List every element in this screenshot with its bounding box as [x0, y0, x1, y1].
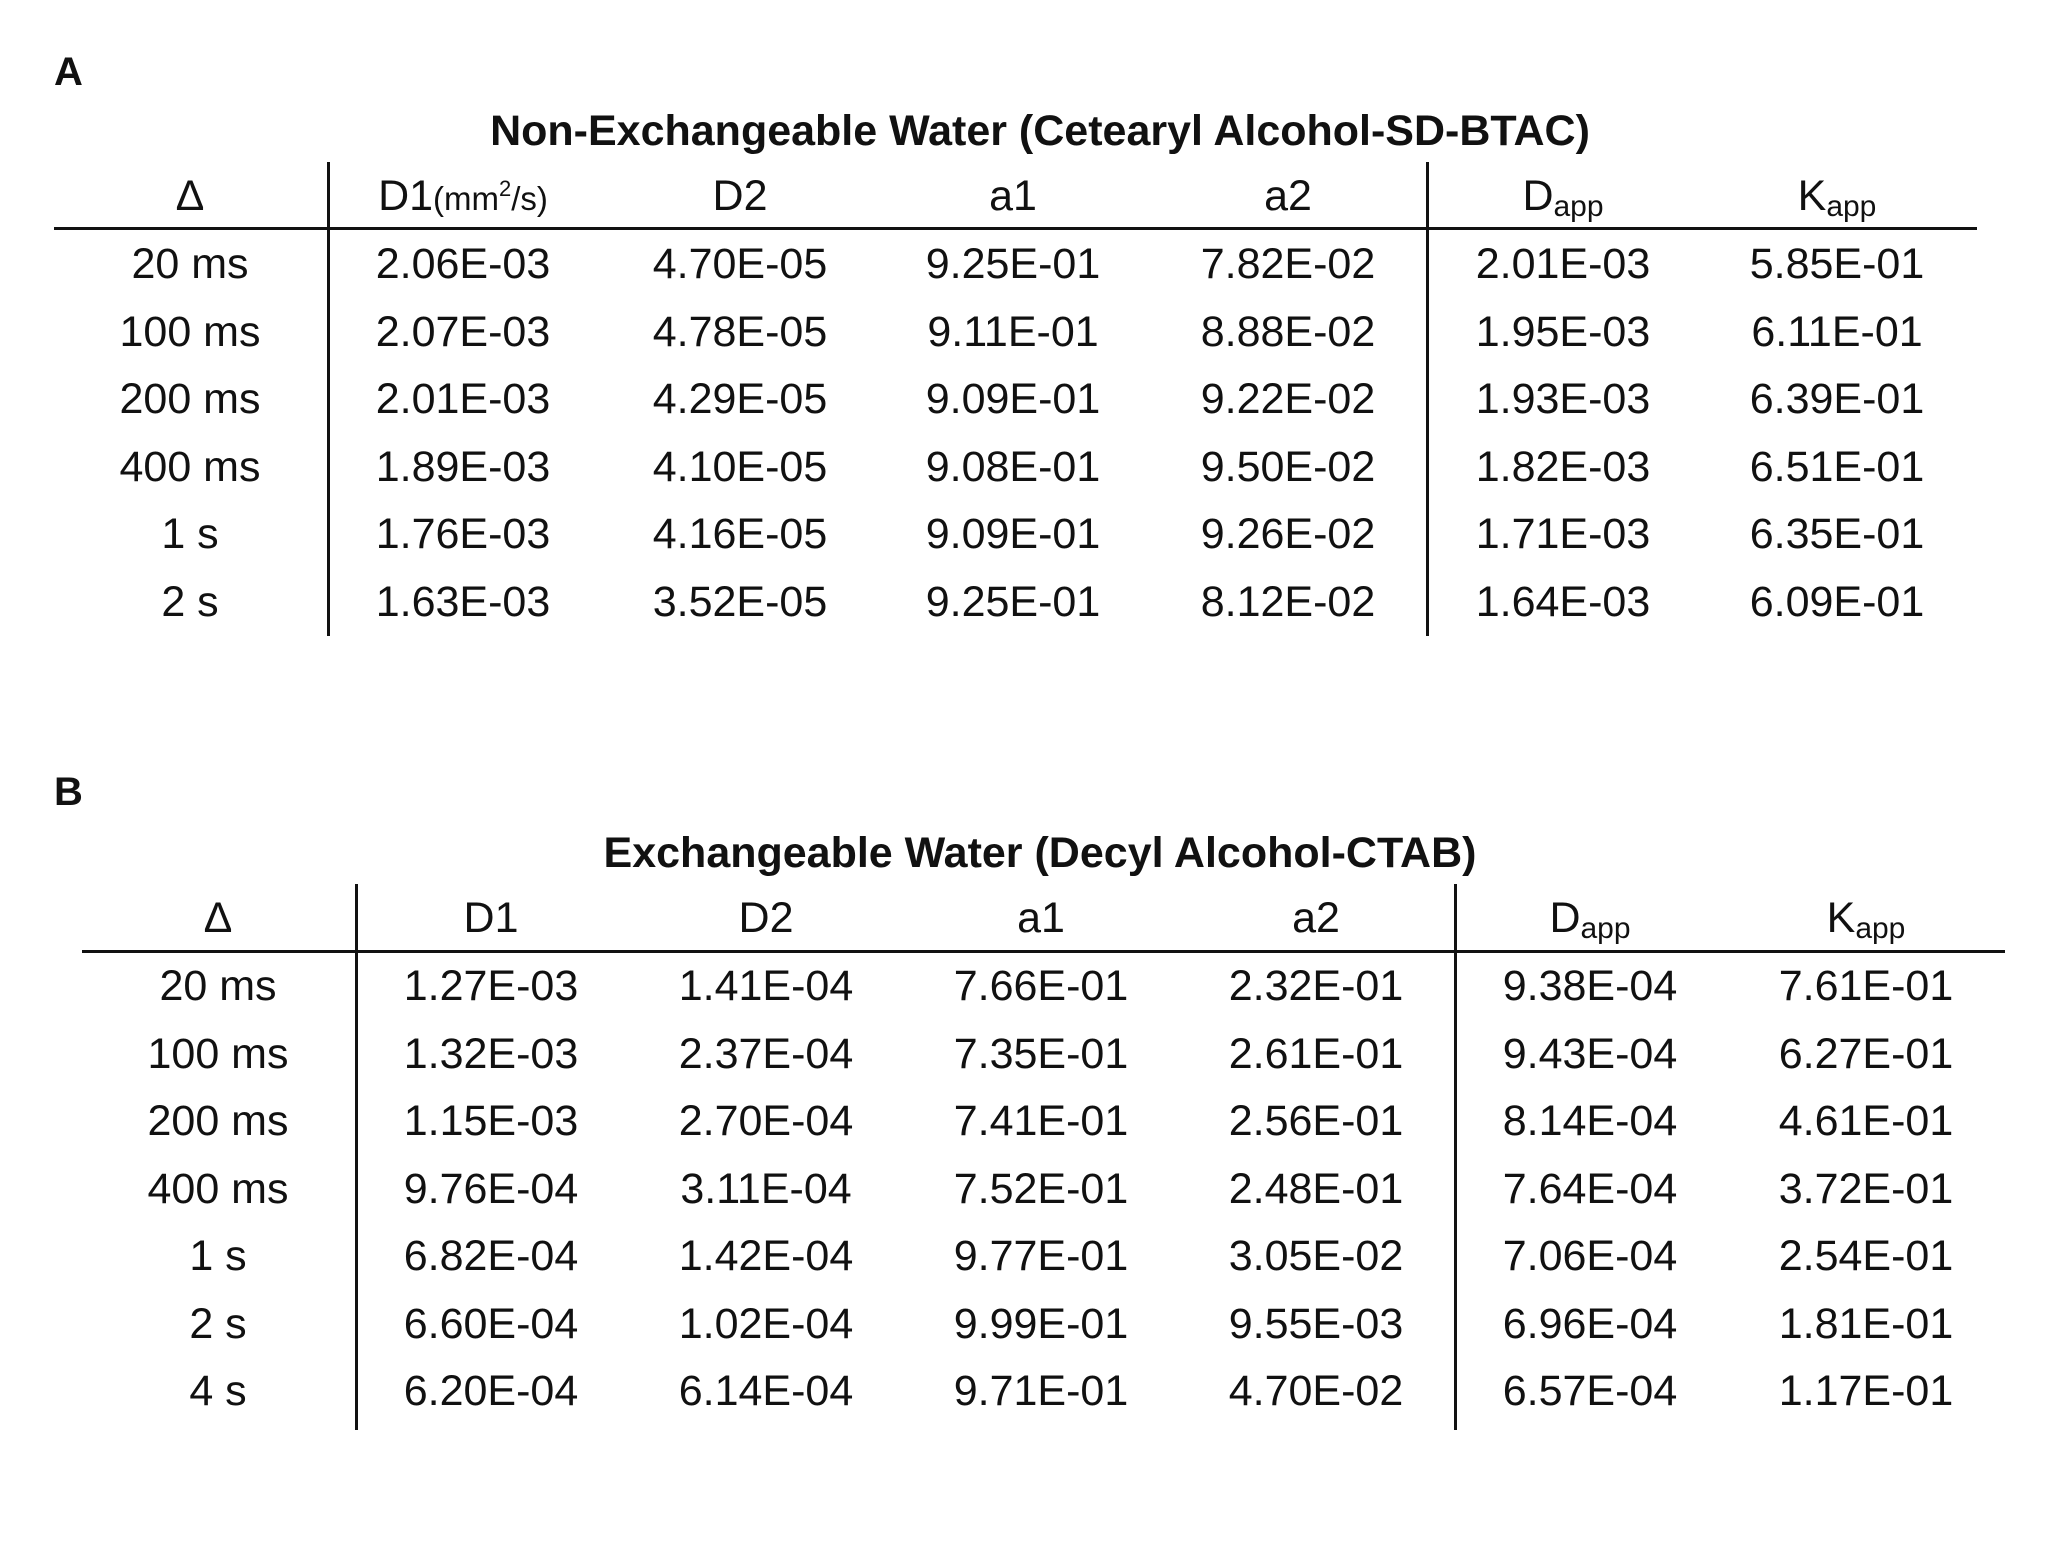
- table-cell-kapp: 6.39E-01: [1749, 375, 1925, 423]
- table-cell-d2: 4.16E-05: [652, 510, 828, 558]
- table-cell-d1: 1.89E-03: [375, 442, 551, 491]
- table-cell-d2: 1.42E-04: [678, 1232, 854, 1280]
- table-cell-a2: 2.56E-01: [1228, 1097, 1404, 1145]
- header-a2: a2: [1264, 172, 1312, 220]
- table-cell-d1: 1.76E-03: [375, 510, 551, 558]
- table-cell-d1: 1.27E-03: [403, 962, 579, 1010]
- column-divider-right: [1454, 884, 1457, 1430]
- table-cell-kapp: 2.54E-01: [1778, 1232, 1954, 1280]
- table-cell-a1: 7.52E-01: [953, 1164, 1129, 1213]
- header-rule: [82, 950, 2005, 953]
- table-cell-a2: 3.05E-02: [1228, 1232, 1404, 1280]
- table-cell-a1: 9.08E-01: [925, 442, 1101, 491]
- table-cell-delta: 100 ms: [119, 307, 261, 356]
- table-cell-delta: 2 s: [189, 1299, 247, 1348]
- table-cell-dapp: 2.01E-03: [1475, 240, 1651, 288]
- table-cell-d1: 1.63E-03: [375, 577, 551, 626]
- table-cell-d1: 6.20E-04: [403, 1367, 579, 1415]
- table-cell-dapp: 6.96E-04: [1502, 1299, 1678, 1348]
- table-cell-a1: 9.25E-01: [925, 577, 1101, 626]
- table-cell-a2: 2.48E-01: [1228, 1164, 1404, 1213]
- table-cell-delta: 1 s: [161, 510, 219, 558]
- table-cell-d2: 4.70E-05: [652, 240, 828, 288]
- header-d1: D1: [463, 894, 519, 942]
- table-cell-d2: 6.14E-04: [678, 1367, 854, 1415]
- panel-b-label: B: [54, 770, 83, 814]
- unit-sup: 2: [499, 176, 512, 201]
- table-cell-kapp: 6.27E-01: [1778, 1029, 1954, 1078]
- header-dapp: [1549, 894, 1631, 945]
- table-cell-delta: 400 ms: [119, 442, 261, 491]
- header-d1-unit: [433, 176, 548, 217]
- table-cell-a2: 9.26E-02: [1200, 510, 1376, 558]
- table-cell-a2: 9.55E-03: [1228, 1299, 1404, 1348]
- table-cell-delta: 2 s: [161, 577, 219, 626]
- table-cell-d2: 2.70E-04: [678, 1097, 854, 1145]
- table-cell-dapp: 9.43E-04: [1502, 1029, 1678, 1078]
- table-cell-d2: 3.52E-05: [652, 577, 828, 626]
- table-cell-dapp: 7.64E-04: [1502, 1164, 1678, 1213]
- table-cell-kapp: 1.17E-01: [1778, 1367, 1954, 1415]
- table-cell-kapp: 6.09E-01: [1749, 577, 1925, 626]
- table-cell-delta: 1 s: [189, 1232, 247, 1280]
- header-a1: a1: [1017, 894, 1065, 942]
- table-cell-kapp: 6.35E-01: [1749, 510, 1925, 558]
- table-cell-a2: 2.61E-01: [1228, 1029, 1404, 1078]
- table-cell-d2: 3.11E-04: [680, 1164, 852, 1213]
- table-cell-a2: 8.88E-02: [1200, 307, 1376, 356]
- header-d2: D2: [712, 172, 768, 220]
- table-cell-d2: 4.29E-05: [652, 375, 828, 423]
- kapp-sub: app: [1826, 190, 1877, 223]
- table-cell-dapp: 7.06E-04: [1502, 1232, 1678, 1280]
- dapp-sub: app: [1553, 190, 1604, 223]
- header-kapp: [1797, 172, 1877, 223]
- table-cell-dapp: 1.64E-03: [1475, 577, 1651, 626]
- table-cell-d1: 1.32E-03: [403, 1029, 579, 1078]
- header-dapp: [1522, 172, 1604, 223]
- table-cell-a2: 7.82E-02: [1200, 240, 1376, 288]
- dapp-sub: app: [1580, 912, 1631, 945]
- table-cell-kapp: 3.72E-01: [1778, 1164, 1954, 1213]
- panel-a-label: A: [54, 50, 83, 94]
- table-cell-a1: 9.09E-01: [925, 510, 1101, 558]
- table-cell-a1: 9.77E-01: [953, 1232, 1129, 1280]
- table-cell-kapp: 4.61E-01: [1778, 1097, 1954, 1145]
- unit-suffix: /s): [511, 180, 548, 217]
- table-cell-d1: 1.15E-03: [403, 1097, 579, 1145]
- table-cell-a1: 9.71E-01: [953, 1367, 1129, 1415]
- header-a1: a1: [989, 172, 1037, 220]
- table-cell-a1: 7.66E-01: [953, 962, 1129, 1010]
- header-a2: a2: [1292, 894, 1340, 942]
- table-cell-d1: 2.01E-03: [375, 375, 551, 423]
- table-cell-a1: 7.41E-01: [953, 1097, 1129, 1145]
- table-cell-delta: 400 ms: [147, 1164, 289, 1213]
- table-cell-d1: 9.76E-04: [403, 1164, 579, 1213]
- table-cell-dapp: 1.95E-03: [1475, 307, 1651, 356]
- header-d2: D2: [738, 894, 794, 942]
- table-cell-delta: 20 ms: [159, 962, 277, 1010]
- table-cell-a1: 9.99E-01: [953, 1299, 1129, 1348]
- table-cell-delta: 20 ms: [131, 240, 249, 288]
- table-cell-d2: 2.37E-04: [678, 1029, 854, 1078]
- table-cell-kapp: 7.61E-01: [1778, 962, 1954, 1010]
- table-cell-a1: 9.11E-01: [927, 307, 1099, 356]
- table-cell-d1: 6.82E-04: [403, 1232, 579, 1280]
- column-divider-right: [1426, 162, 1429, 636]
- column-divider-left: [355, 884, 358, 1430]
- table-cell-a1: 9.09E-01: [925, 375, 1101, 423]
- table-cell-d2: 1.02E-04: [678, 1299, 854, 1348]
- table-cell-dapp: 1.82E-03: [1475, 442, 1651, 491]
- dapp-main: D: [1522, 172, 1554, 220]
- dapp-main: D: [1549, 894, 1581, 942]
- unit-prefix: (mm: [433, 180, 500, 217]
- kapp-sub: app: [1855, 912, 1906, 945]
- table-cell-a2: 9.50E-02: [1200, 442, 1376, 491]
- table-cell-a2: 8.12E-02: [1200, 577, 1376, 626]
- table-cell-d1: 6.60E-04: [403, 1299, 579, 1348]
- table-cell-dapp: 1.93E-03: [1475, 375, 1651, 423]
- header-delta: Δ: [203, 894, 233, 942]
- table-cell-a2: 4.70E-02: [1228, 1367, 1404, 1415]
- table-cell-a1: 7.35E-01: [953, 1029, 1129, 1078]
- table-cell-delta: 4 s: [189, 1367, 247, 1415]
- table-cell-a1: 9.25E-01: [925, 240, 1101, 288]
- header-d1: [378, 172, 548, 220]
- table-cell-kapp: 1.81E-01: [1778, 1299, 1954, 1348]
- column-divider-left: [327, 162, 330, 636]
- table-cell-d1: 2.06E-03: [375, 240, 551, 288]
- table-cell-dapp: 6.57E-04: [1502, 1367, 1678, 1415]
- table-cell-kapp: 5.85E-01: [1749, 240, 1925, 288]
- kapp-main: K: [1826, 894, 1856, 942]
- header-d1-label: D1: [378, 172, 434, 220]
- table-cell-dapp: 1.71E-03: [1475, 510, 1651, 558]
- table-cell-d2: 4.10E-05: [652, 442, 828, 491]
- table-cell-dapp: 9.38E-04: [1502, 962, 1678, 1010]
- table-cell-a2: 2.32E-01: [1228, 962, 1404, 1010]
- header-rule: [54, 227, 1977, 230]
- table-cell-kapp: 6.51E-01: [1749, 442, 1925, 491]
- table-cell-kapp: 6.11E-01: [1751, 307, 1923, 356]
- panel-a-title: Non-Exchangeable Water (Cetearyl Alcohol-SD-BTAC): [490, 107, 1590, 155]
- header-kapp: [1826, 894, 1906, 945]
- table-cell-delta: 100 ms: [147, 1029, 289, 1078]
- table-cell-d1: 2.07E-03: [375, 307, 551, 356]
- table-cell-a2: 9.22E-02: [1200, 375, 1376, 423]
- header-delta: Δ: [175, 172, 205, 220]
- table-cell-delta: 200 ms: [119, 375, 261, 423]
- kapp-main: K: [1797, 172, 1827, 220]
- table-cell-delta: 200 ms: [147, 1097, 289, 1145]
- table-cell-dapp: 8.14E-04: [1502, 1097, 1678, 1145]
- panel-b-title: Exchangeable Water (Decyl Alcohol-CTAB): [603, 829, 1477, 877]
- table-cell-d2: 4.78E-05: [652, 307, 828, 356]
- table-cell-d2: 1.41E-04: [678, 962, 854, 1010]
